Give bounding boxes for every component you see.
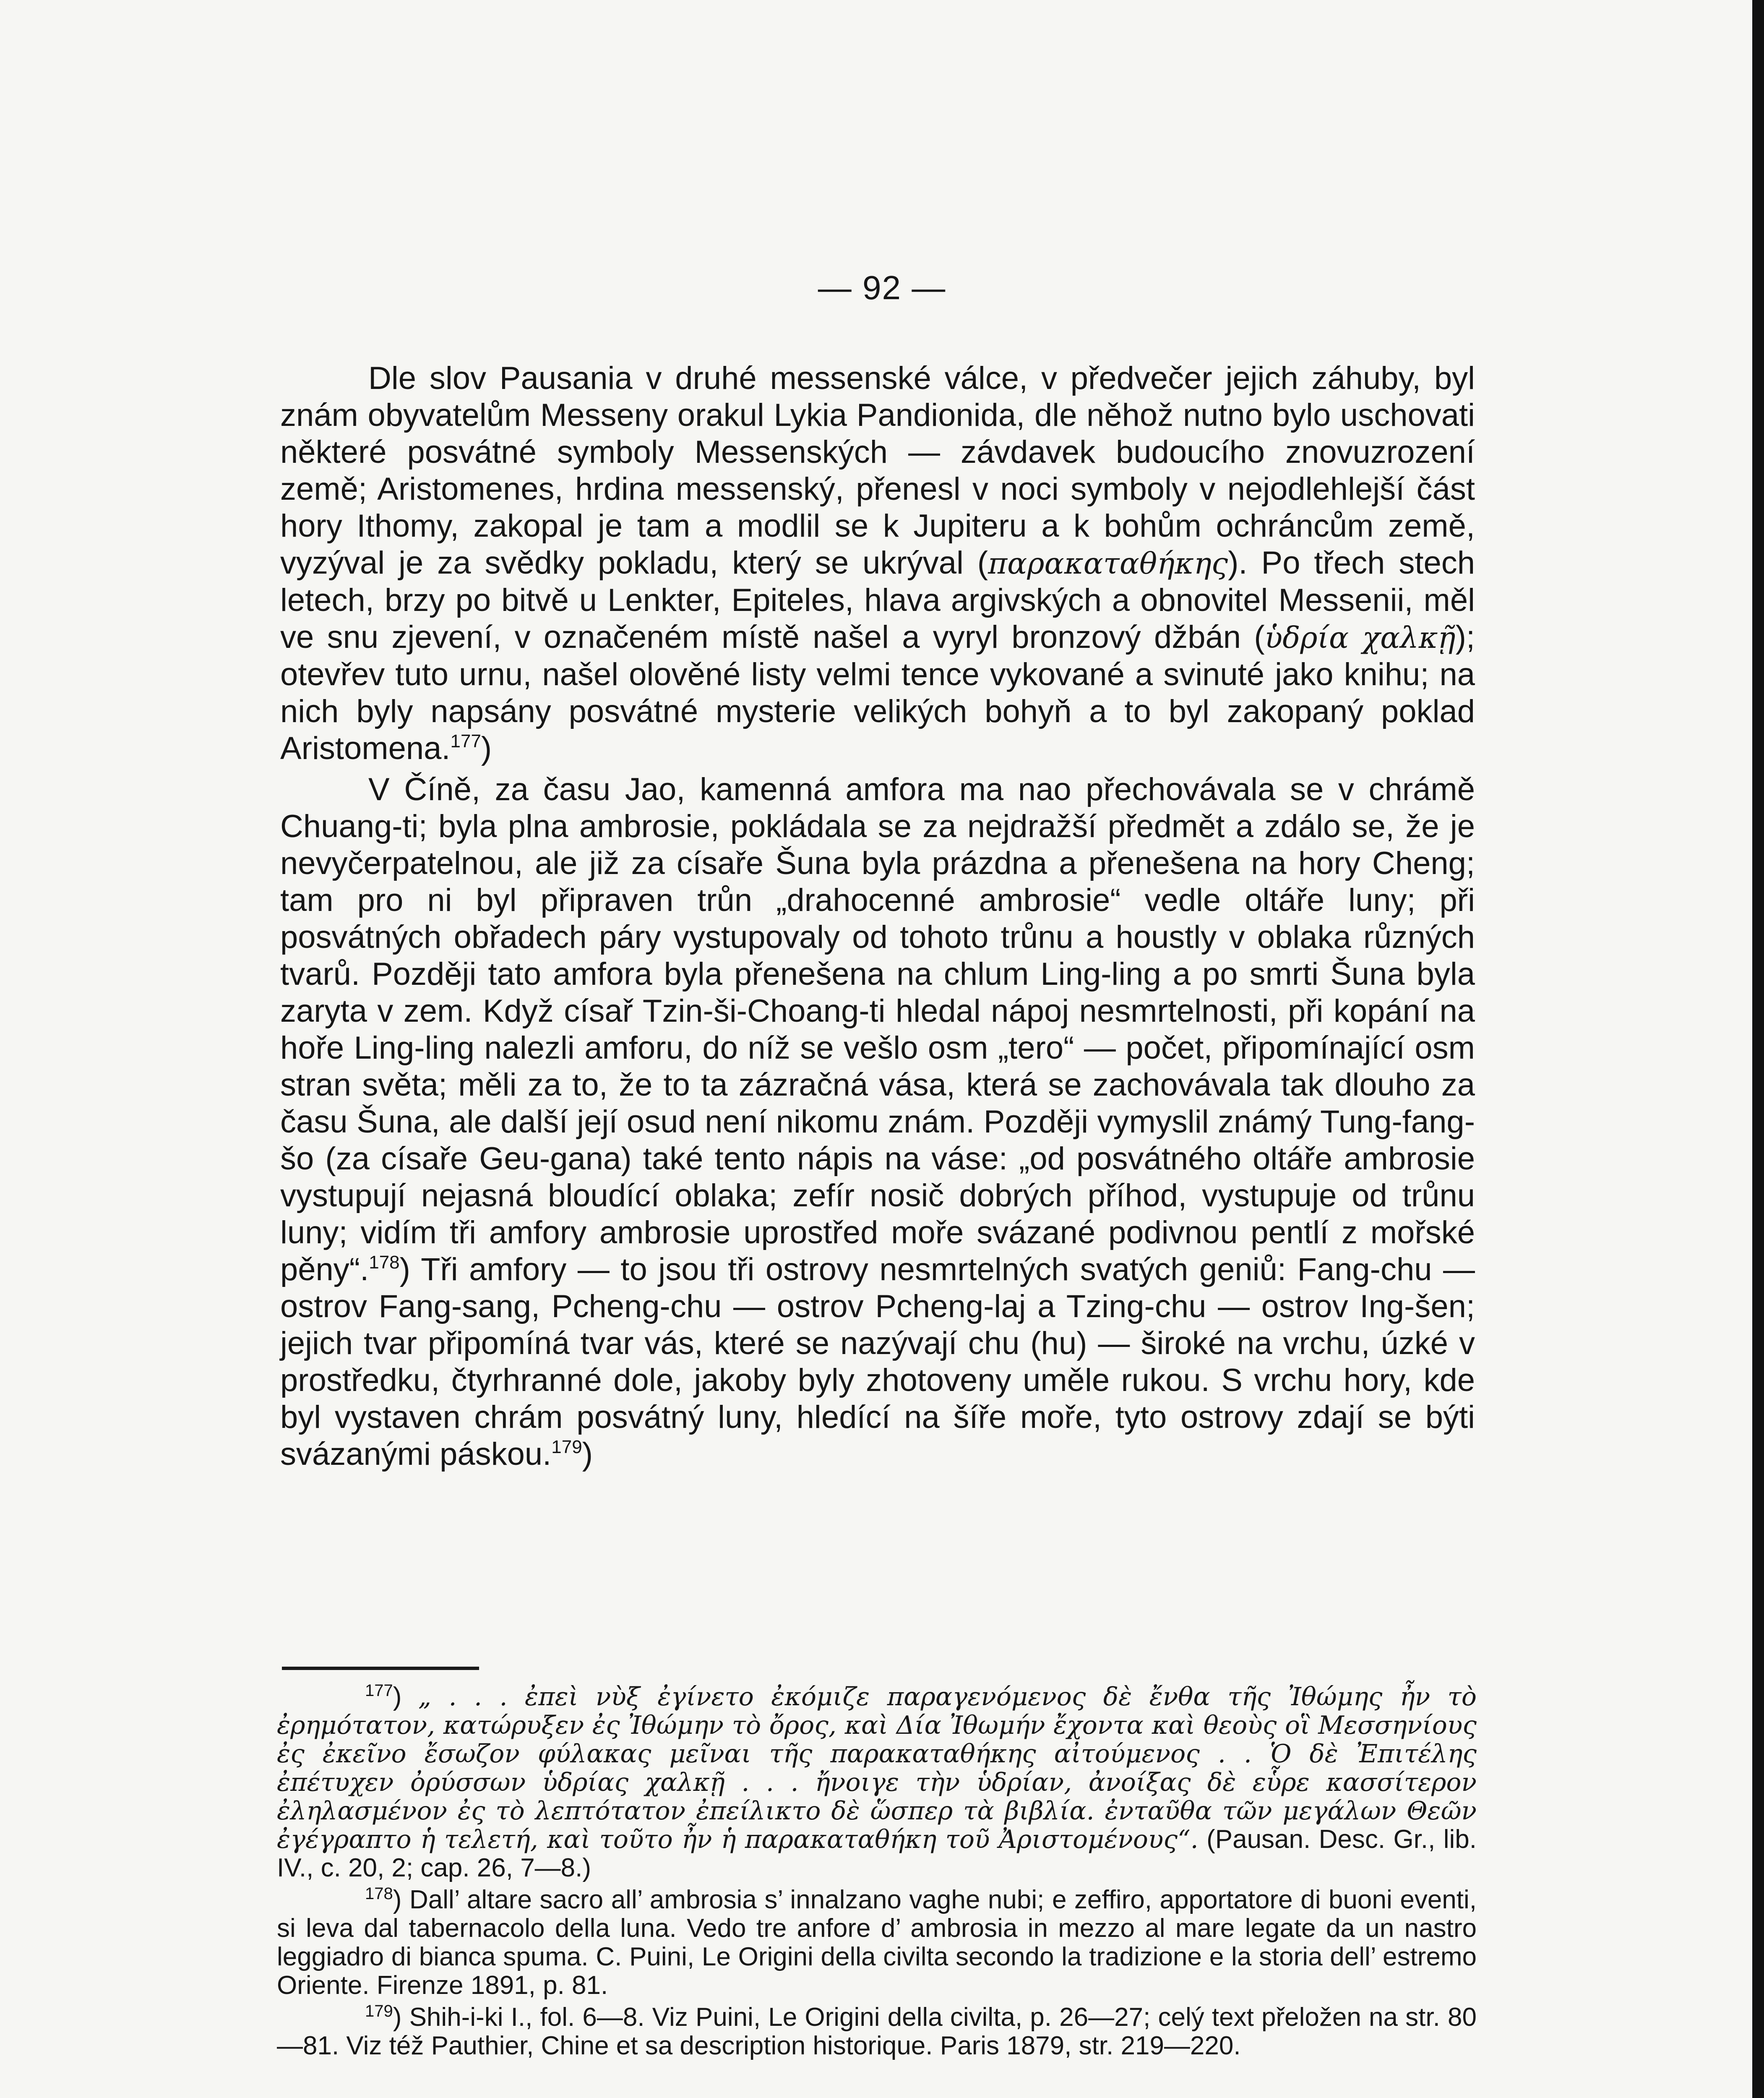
greek-word: παρακαταθήκης xyxy=(988,546,1228,581)
paragraph-text: ) xyxy=(582,1436,593,1472)
footnote-citation: (Pausan. Desc. Gr., lib. IV., c. 20, 2; cap. 26, 7—8.) xyxy=(277,1825,1477,1882)
paragraph xyxy=(280,771,1475,1473)
page-number: — 92 — xyxy=(818,269,946,306)
footnote-number: 177 xyxy=(365,1681,393,1700)
page-edge xyxy=(1752,0,1764,2098)
paragraph-text: ) Tři amfory — to jsou tři ostrovy nesmrtelných svatých geniů: Fang-chu — ostrov Fang-sang, Pcheng-chu — ostrov Pcheng-laj a Tzing-chu — ostrov Ing-šen; jejich tvar připomíná tvar vás, které se nazývají chu (hu) — široké na vrchu, úzké v prostředku, čtyrhranné dole, jakoby byly zhotoveny uměle rukou. S vrchu hory, kde byl vystaven chrám posvátný luny, hledící na šíře moře, tyto ostrovy zdají se býti svázanými páskou. xyxy=(280,1252,1475,1472)
footnote-separator xyxy=(282,1667,479,1670)
paragraph-text: Dle slov Pausania v druhé messenské válce, v předvečer jejich záhuby, byl znám obyvatelům Messeny orakul Lykia Pandionida, dle něhož nutno bylo uschovati některé posvátné symboly Messenských — závdavek budoucího znovuzrození země; Aristomenes, hrdina messenský, přenesl v noci symboly v nejodlehlejší část hory Ithomy, zakopal je tam a modlil se k Jupiteru a k bohům ochráncům země, vyzýval je za svědky pokladu, který se ukrýval ( xyxy=(280,360,1475,581)
paragraph-text: ) xyxy=(481,731,492,766)
footnote-number: 178 xyxy=(365,1884,393,1903)
footnotes xyxy=(277,1683,1477,2064)
footnote: $^{177}$) „ . . . ἐπεὶ νὺξ ἐγίνετο ἐκόμιζε παραγενόμενος δὲ ἔνθα τῆς Ἰθώμης ἦν τὸ ἐρημότατον, κατώρυξεν ἐς Ἰθώμην τὸ ὄρος, καὶ Δία Ἰθωμήν ἔχοντα καὶ θεοὺς οἳ Μεσσηνίους ἐς ἐκεῖνο ἔσωζον φύλακας μεῖναι τῆς παρακαταθήκης αἰτούμενος . . Ὁ δὲ Ἐπιτέλης ἐπέτυχεν ὀρύσσων ὑδρίας χαλκῇ . . . ἤνοιγε τὴν ὑδρίαν, ἀνοίξας δὲ εὗρε κασσίτερον ἐληλασμένον ἐς τὸ λεπτότατον ἐπείλικτο δὲ ὥσπερ τὰ βιβλία. ἐνταῦθα τῶν μεγάλων Θεῶν ἐγέγραπτο ἡ τελετή, καὶ τοῦτο ἦν ἡ παρακαταθήκη τοῦ Ἀριστομένους“. (Pausan. Desc. Gr., lib. IV., c. 20, 2; cap. 26, 7—8.) xyxy=(277,1681,1477,1882)
footnote-number: 179 xyxy=(365,2002,393,2020)
footnote: $^{179}$) Shih-i-ki I., fol. 6—8. Viz Puini, Le Origini della civilta, p. 26—27; celý text přeložen na str. 80—81. Viz též Pauthier, Chine et sa description historique. Paris 1879, str. 219—220. xyxy=(277,2002,1477,2060)
paragraph-text: ); otevřev tuto urnu, našel olověné listy velmi tence vykované a svinuté jako knihu; na nich byly napsány posvátné mysterie velikých bohyň a to byl zakopaný poklad Aristomena. xyxy=(280,619,1475,766)
footnote-text: Dall’ altare sacro all’ ambrosia s’ innalzano vaghe nubi; e zeffiro, apportatore di buoni eventi, si leva dal tabernacolo della luna. Vedo tre anfore d’ ambrosia in mezzo al mare legate da un nastro leggiadro di bianca spuma. C. Puini, Le Origini della civilta secondo la tradizione e la storia dell’ estremo Oriente. Firenze 1891, p. 81. xyxy=(277,1885,1477,2000)
greek-word: ὑδρία χαλκῇ xyxy=(1264,621,1456,655)
footnote-greek: „ . . . ἐπεὶ νὺξ ἐγίνετο ἐκόμιζε παραγενόμενος δὲ ἔνθα τῆς Ἰθώμης ἦν τὸ ἐρημότατον, κατώρυξεν ἐς Ἰθώμην τὸ ὄρος, καὶ Δία Ἰθωμήν ἔχοντα καὶ θεοὺς οἳ Μεσσηνίους ἐς ἐκεῖνο ἔσωζον φύλακας μεῖναι τῆς παρακαταθήκης αἰτούμενος . . Ὁ δὲ Ἐπιτέλης ἐπέτυχεν ὀρύσσων ὑδρίας χαλκῇ . . . ἤνοιγε τὴν ὑδρίαν, ἀνοίξας δὲ εὗρε κασσίτερον ἐληλασμένον ἐς τὸ λεπτότατον ἐπείλικτο δὲ ὥσπερ τὰ βιβλία. ἐνταῦθα τῶν μεγάλων Θεῶν ἐγέγραπτο ἡ τελετή, καὶ τοῦτο ἦν ἡ παρακαταθήκη τοῦ Ἀριστομένους“. xyxy=(277,1682,1477,1854)
footnote-ref: 179 xyxy=(551,1437,582,1457)
footnote: $^{178}$) Dall’ altare sacro all’ ambrosia s’ innalzano vaghe nubi; e zeffiro, apportatore di buoni eventi, si leva dal tabernacolo della luna. Vedo tre anfore d’ ambrosia in mezzo al mare legate da un nastro leggiadro di bianca spuma. C. Puini, Le Origini della civilta secondo la tradizione e la storia dell’ estremo Oriente. Firenze 1891, p. 81. xyxy=(277,1884,1477,2000)
footnote-ref: 177 xyxy=(450,731,481,752)
paragraph-text: V Číně, za času Jao, kamenná amfora ma nao přechovávala se v chrámě Chuang-ti; byla plna ambrosie, pokládala se za nejdražší předmět a zdálo se, že je nevyčerpatelnou, ale již za císaře Šuna byla prázdna a přenešena na hory Cheng; tam pro ni byl připraven trůn „drahocenné ambrosie“ vedle oltáře luny; při posvátných obřadech páry vystupovaly od tohoto trůnu a houstly v oblaka různých tvarů. Později tato amfora byla přenešena na chlum Ling-ling a po smrti Šuna byla zaryta v zem. Když císař Tzin-ši-Choang-ti hledal nápoj nesmrtelnosti, při kopání na hoře Ling-ling nalezli amforu, do níž se vešlo osm „tero“ — počet, připomínající osm stran světa; měli za to, že to ta zázračná vása, která se zachovávala tak dlouho za času Šuna, ale další její osud není nikomu znám. Později vymyslil známý Tung-fang-šo (za císaře Geu-gana) také tento nápis na váse: „od posvátného oltáře ambrosie vystupují nejasná bloudící oblaka; zefír nosič dobrých příhod, vystupuje od trůnu luny; vidím tři amfory ambrosie uprostřed moře svázané podivnou pentlí z mořské pěny“. xyxy=(280,772,1475,1287)
paragraph-text: ). Po třech stech letech, brzy po bitvě u Lenkter, Epiteles, hlava argivských a obnovitel Messenii, měl ve snu zjevení, v označeném místě našel a vyryl bronzový džbán ( xyxy=(280,545,1475,655)
body-text xyxy=(280,360,1475,1473)
footnote-text: Shih-i-ki I., fol. 6—8. Viz Puini, Le Origini della civilta, p. 26—27; celý text přeložen na str. 80—81. Viz též Pauthier, Chine et sa description historique. Paris 1879, str. 219—220. xyxy=(277,2003,1477,2060)
paragraph xyxy=(280,360,1475,767)
footnote-ref: 178 xyxy=(369,1252,400,1273)
